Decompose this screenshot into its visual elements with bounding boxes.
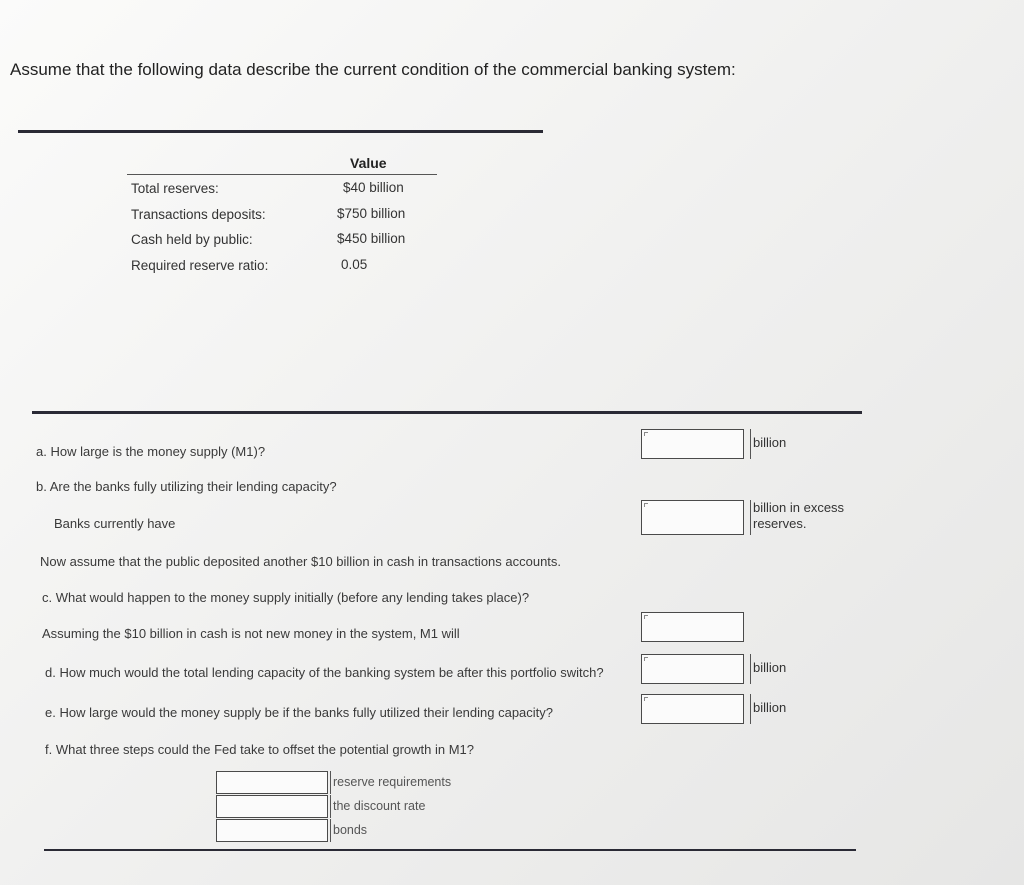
answer-c-dropdown[interactable] [641, 612, 744, 642]
question-c: c. What would happen to the money supply initially (before any lending takes place)? [42, 590, 530, 605]
question-b-sub: Banks currently have [54, 516, 176, 531]
answer-f1-dropdown[interactable] [216, 771, 328, 794]
answer-d-unit: billion [750, 654, 786, 684]
question-c-sub: Assuming the $10 billion in cash is not new money in the system, M1 will [42, 626, 460, 641]
answer-a-input[interactable] [641, 429, 744, 459]
answer-f2-dropdown[interactable] [216, 795, 328, 818]
question-d: d. How much would the total lending capacity of the banking system be after this portfolio switch? [45, 665, 604, 680]
row-label-transactions-deposits: Transactions deposits: [131, 207, 266, 222]
row-label-required-reserve-ratio: Required reserve ratio: [131, 258, 269, 273]
divider-top [18, 130, 543, 133]
row-value-cash-held: $450 billion [337, 231, 406, 246]
intro-text: Assume that the following data describe the current condition of the commercial banking system: [10, 60, 736, 79]
question-b: b. Are the banks fully utilizing their lending capacity? [36, 479, 337, 494]
row-label-cash-held: Cash held by public: [131, 232, 253, 247]
answer-e-input[interactable] [641, 694, 744, 724]
answer-a-unit: billion [750, 429, 786, 459]
divider-bottom [44, 849, 856, 851]
answer-f3-dropdown[interactable] [216, 819, 328, 842]
row-label-total-reserves: Total reserves: [131, 181, 219, 196]
question-a: a. How large is the money supply (M1)? [36, 444, 266, 459]
answer-b-unit-line2: reserves. [753, 516, 807, 531]
row-value-total-reserves: $40 billion [343, 180, 404, 195]
question-e: e. How large would the money supply be if the banks fully utilized their lending capacity? [45, 705, 554, 720]
answer-b-unit-line1: billion in excess [753, 500, 845, 515]
row-value-required-reserve-ratio: 0.05 [341, 257, 368, 272]
answer-e-unit: billion [750, 694, 786, 724]
answer-f2-label: the discount rate [330, 795, 425, 818]
assumption-text: Now assume that the public deposited another $10 billion in cash in transactions accounts. [40, 554, 562, 569]
row-value-transactions-deposits: $750 billion [337, 206, 406, 221]
table-header-rule [127, 174, 437, 175]
answer-f1-label: reserve requirements [330, 771, 451, 794]
question-f: f. What three steps could the Fed take to offset the potential growth in M1? [45, 742, 475, 757]
answer-d-input[interactable] [641, 654, 744, 684]
divider-middle [32, 411, 862, 414]
table-header-value: Value [350, 155, 387, 171]
answer-f3-label: bonds [330, 819, 367, 842]
answer-b-unit [750, 500, 844, 535]
answer-b-input[interactable] [641, 500, 744, 535]
